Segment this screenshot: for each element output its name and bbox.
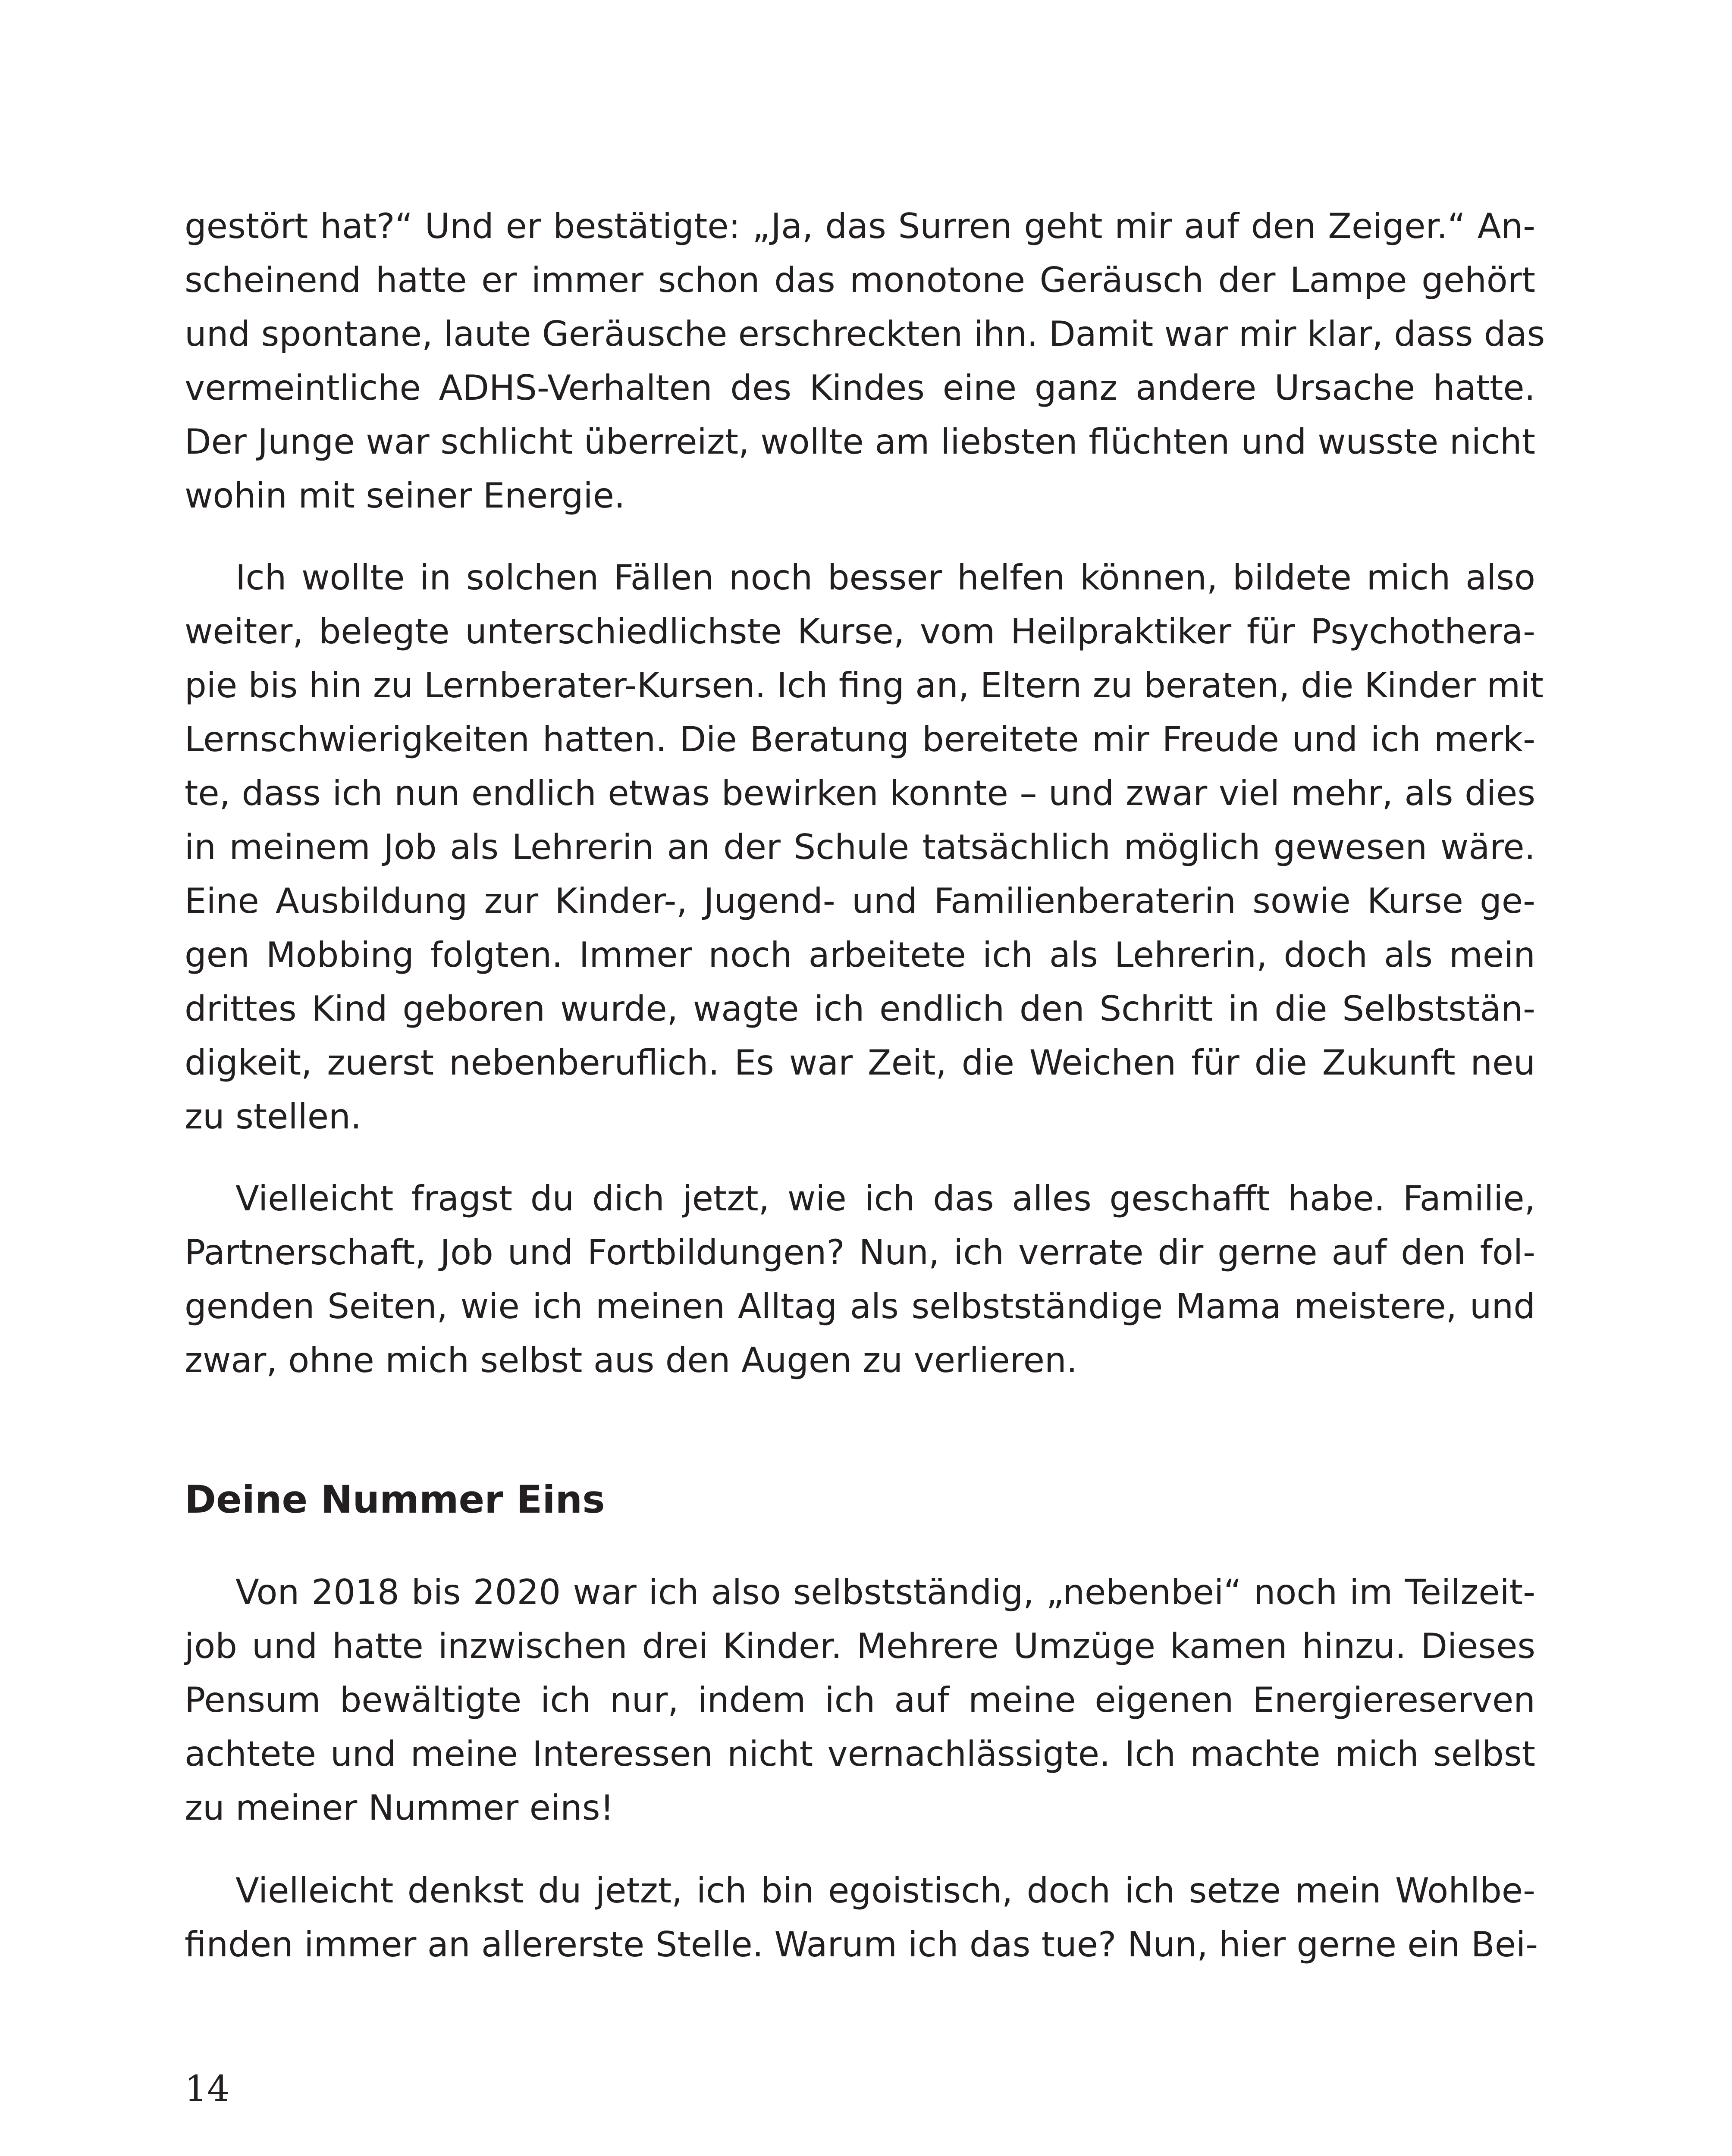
text-line: job und hatte inzwischen drei Kinder. Mehrere Umzüge kamen hinzu. Dieses <box>185 1626 1535 1666</box>
text-line: zu stellen. <box>185 1097 362 1137</box>
text-line: Lernschwierigkeiten hatten. Die Beratung bereitete mir Freude und ich merk- <box>185 719 1535 759</box>
text-line: Vielleicht denkst du jetzt, ich bin egoistisch, doch ich setze mein Wohlbe- <box>235 1871 1535 1911</box>
text-line: Eine Ausbildung zur Kinder-, Jugend- und Familienberaterin sowie Kurse ge- <box>185 881 1535 921</box>
text-line: Der Junge war schlicht überreizt, wollte am liebsten flüchten und wusste nicht <box>185 422 1535 462</box>
text-line: finden immer an allererste Stelle. Warum ich das tue? Nun, hier gerne ein Bei- <box>185 1924 1538 1965</box>
text-line: scheinend hatte er immer schon das monotone Geräusch der Lampe gehört <box>185 260 1535 300</box>
text-line: zu meiner Nummer eins! <box>185 1788 614 1828</box>
text-line: te, dass ich nun endlich etwas bewirken konnte – und zwar viel mehr, als dies <box>185 773 1535 813</box>
text-line: gestört hat?“ Und er bestätigte: „Ja, das Surren geht mir auf den Zeiger.“ An- <box>185 206 1535 246</box>
text-line: pie bis hin zu Lernberater-Kursen. Ich fing an, Eltern zu beraten, die Kinder mit <box>185 665 1544 705</box>
text-line: gen Mobbing folgten. Immer noch arbeitete ich als Lehrerin, doch als mein <box>185 935 1535 975</box>
section-heading: Deine Nummer Eins <box>185 1477 605 1522</box>
text-line: weiter, belegte unterschiedlichste Kurse, vom Heilpraktiker für Psychothera- <box>185 611 1535 652</box>
paragraph-1 <box>185 199 1545 523</box>
text-line: Partnerschaft, Job und Fortbildungen? Nun, ich verrate dir gerne auf den fol- <box>185 1232 1535 1272</box>
paragraph-4 <box>185 1565 1535 1835</box>
text-line: Vielleicht fragst du dich jetzt, wie ich das alles geschafft habe. Familie, <box>235 1178 1535 1219</box>
text-line: und spontane, laute Geräusche erschreckten ihn. Damit war mir klar, dass das <box>185 314 1545 354</box>
text-line: in meinem Job als Lehrerin an der Schule tatsächlich möglich gewesen wäre. <box>185 827 1535 867</box>
text-line: genden Seiten, wie ich meinen Alltag als selbstständige Mama meistere, und <box>185 1286 1535 1326</box>
paragraph-3 <box>185 1172 1535 1387</box>
paragraph-2 <box>185 551 1544 1144</box>
text-line: Pensum bewältigte ich nur, indem ich auf meine eigenen Energiereserven <box>185 1680 1535 1720</box>
text-line: digkeit, zuerst nebenberuflich. Es war Zeit, die Weichen für die Zukunft neu <box>185 1043 1535 1083</box>
text-line: Ich wollte in solchen Fällen noch besser helfen können, bildete mich also <box>235 558 1535 598</box>
text-line: zwar, ohne mich selbst aus den Augen zu verlieren. <box>185 1340 1078 1380</box>
text-line: Von 2018 bis 2020 war ich also selbstständig, „nebenbei“ noch im Teilzeit- <box>235 1572 1535 1612</box>
paragraph-5 <box>185 1864 1538 1971</box>
text-line: drittes Kind geboren wurde, wagte ich endlich den Schritt in die Selbststän- <box>185 989 1535 1029</box>
text-line: vermeintliche ADHS-Verhalten des Kindes eine ganz andere Ursache hatte. <box>185 368 1535 408</box>
page-number: 14 <box>185 2068 230 2109</box>
text-line: wohin mit seiner Energie. <box>185 476 625 516</box>
text-line: achtete und meine Interessen nicht vernachlässigte. Ich machte mich selbst <box>185 1734 1535 1774</box>
